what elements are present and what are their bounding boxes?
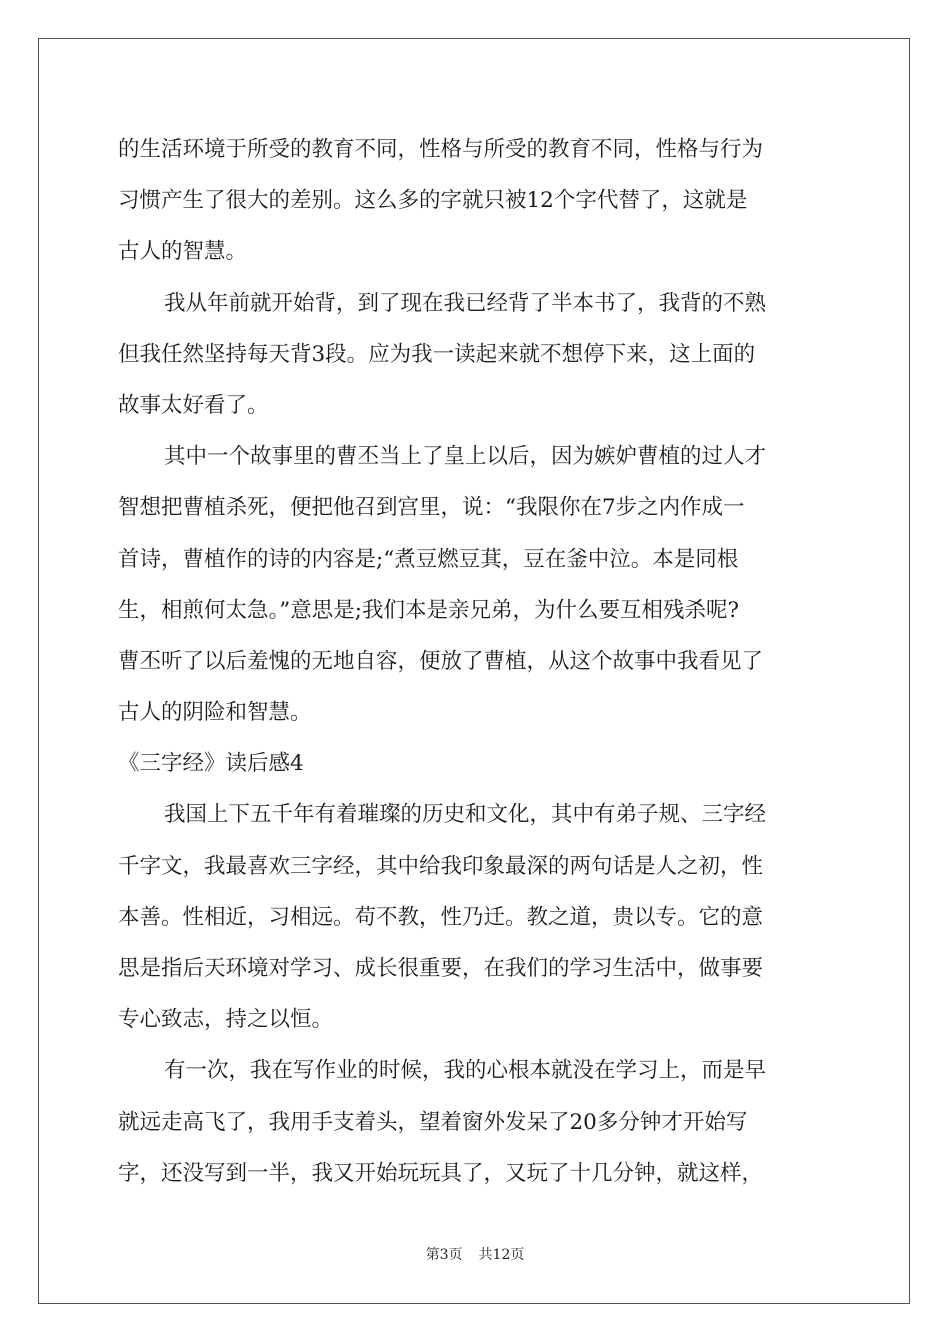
text-line: 生，相煎何太急。”意思是;我们本是亲兄弟，为什么要互相残杀呢?: [118, 597, 740, 623]
paragraph-start-line: 我从年前就开始背，到了现在我已经背了半本书了，我背的不熟: [164, 290, 767, 316]
text-line: 专心致志，持之以恒。: [118, 1007, 334, 1033]
text-line: 智想把曹植杀死，便把他召到宫里，说：“我限你在7步之内作成一: [118, 495, 745, 521]
page-number: 第3页: [425, 1247, 463, 1263]
text-line: 故事太好看了。: [118, 392, 269, 418]
text-line: 习惯产生了很大的差别。这么多的字就只被12个字代替了，这就是: [118, 188, 748, 214]
text-line: 千字文，我最喜欢三字经，其中给我印象最深的两句话是人之初，性: [118, 853, 764, 879]
section-heading: 《三字经》读后感4: [118, 751, 304, 777]
text-line: 的生活环境于所受的教育不同，性格与所受的教育不同，性格与行为: [118, 137, 764, 162]
page-total: 共12页: [478, 1247, 525, 1263]
page-footer: [0, 1245, 950, 1265]
document-body: [118, 124, 833, 1199]
paragraph-start-line: 其中一个故事里的曹丕当上了皇上以后，因为嫉妒曹植的过人才: [164, 444, 767, 470]
paragraph-start-line: 我国上下五千年有着璀璨的历史和文化，其中有弟子规、三字经: [164, 802, 767, 828]
text-line: 曹丕听了以后羞愧的无地自容，便放了曹植，从这个故事中我看见了: [118, 648, 764, 674]
text-line: 但我任然坚持每天背3段。应为我一读起来就不想停下来，这上面的: [118, 341, 756, 367]
text-line: 古人的阴险和智慧。: [118, 700, 312, 726]
text-line: 字，还没写到一半，我又开始玩玩具了，又玩了十几分钟，就这样，: [118, 1160, 764, 1186]
text-line: 首诗，曹植作的诗的内容是;“煮豆燃豆萁，豆在釜中泣。本是同根: [118, 546, 739, 572]
text-line: 就远走高飞了，我用手支着头，望着窗外发呆了20多分钟才开始写: [118, 1109, 748, 1135]
paragraph-start-line: 有一次，我在写作业的时候，我的心根本就没在学习上，而是早: [164, 1058, 767, 1084]
text-line: 古人的智慧。: [118, 239, 248, 265]
text-line: 本善。性相近，习相远。苟不教，性乃迁。教之道，贵以专。它的意: [118, 904, 764, 930]
text-line: 思是指后天环境对学习、成长很重要，在我们的学习生活中，做事要: [118, 956, 764, 981]
